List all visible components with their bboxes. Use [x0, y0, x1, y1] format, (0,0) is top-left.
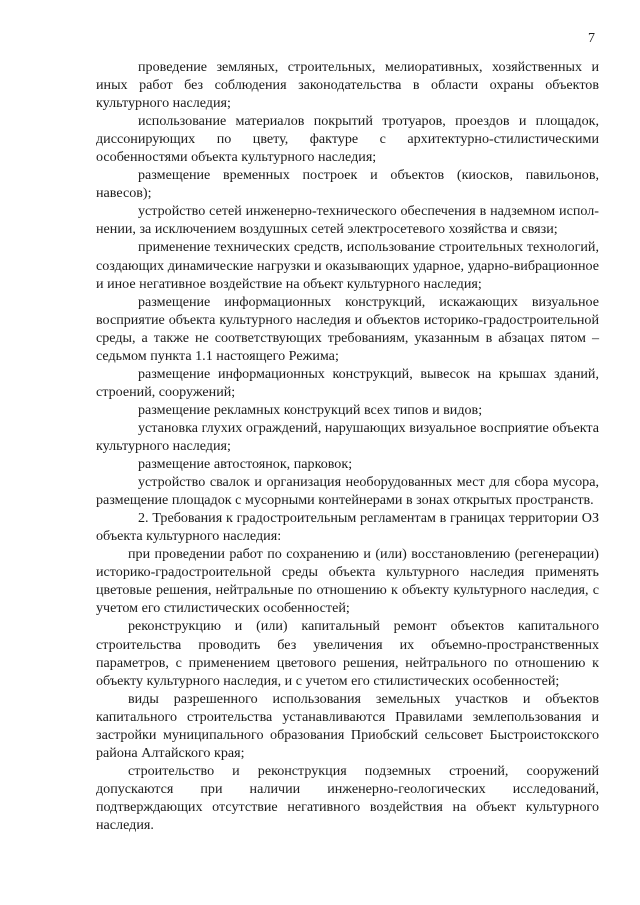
document-body: [96, 58, 599, 834]
paragraph: использование материалов покрытий тротуаров, проездов и площадок, диссонирующих по цвету, фактуре с архитектурно-стилистическими особенностями объекта культурного наследия;: [96, 113, 599, 166]
paragraph: устройство свалок и организация необорудованных мест для сбора мусора, размещение площадок с мусорными контейнерами в зонах открытых пространств.: [96, 474, 599, 509]
page-number: 7: [588, 31, 595, 46]
paragraph: размещение информационных конструкций, искажающих визуальное восприятие объекта культурного наследия и объектов историко-градостроительной среды, а также не соответствующих требованиям, указанным в абзацах пятом – седьмом пункта 1.1 настоящего Режима;: [96, 293, 599, 364]
paragraph: реконструкцию и (или) капитальный ремонт объектов капитального строительства проводить без увеличения их объемно-пространственных параметров, с применением цветового решения, нейтрального по отношению к объекту культурного наследия, и с учетом его стилистических особенностей;: [96, 618, 599, 689]
paragraph: установка глухих ограждений, нарушающих визуальное восприятие объекта культурного наследия;: [96, 419, 599, 454]
paragraph: строительство и реконструкция подземных строений, сооружений допускаются при наличии инженерно-геологических исследований, подтверждающих отсутствие негативного воздействия на объект культурного наследия.: [96, 762, 599, 833]
paragraph: размещение автостоянок, парковок;: [138, 456, 353, 473]
paragraph: проведение земляных, строительных, мелиоративных, хозяйственных и иных работ без соблюдения законодательства в области охраны объектов культурного наследия;: [96, 59, 599, 112]
paragraph: размещение информационных конструкций, вывесок на крышах зданий, строений, сооружений;: [96, 365, 599, 400]
paragraph: при проведении работ по сохранению и (или) восстановлению (регенерации) историко-градостроительной среды объекта культурного наследия применять цветовые решения, нейтральные по отношению к объекту культурного наследия, с учетом его стилистических особенностей;: [96, 546, 599, 617]
paragraph: виды разрешенного использования земельных участков и объектов капитального строительства устанавливаются Правилами землепользования и застройки муниципального образования Приобский сельсовет Быстроистокского района Алтайского края;: [96, 690, 599, 761]
section-heading-paragraph: 2. Требования к градостроительным регламентам в границах территории ОЗ объекта культурного наследия:: [96, 510, 599, 545]
paragraph: размещение временных построек и объектов (киосков, павильонов, навесов);: [96, 167, 599, 202]
paragraph: устройство сетей инженерно-технического обеспечения в надземном исполнении, за исключением воздушных сетей электросетевого хозяйства и связи;: [96, 203, 599, 238]
paragraph: размещение рекламных конструкций всех типов и видов;: [138, 401, 483, 418]
paragraph: применение технических средств, использование строительных технологий, создающих динамические нагрузки и оказывающих ударное, ударно-вибрационное и иное негативное воздействие на объект культурного наследия;: [96, 239, 599, 292]
